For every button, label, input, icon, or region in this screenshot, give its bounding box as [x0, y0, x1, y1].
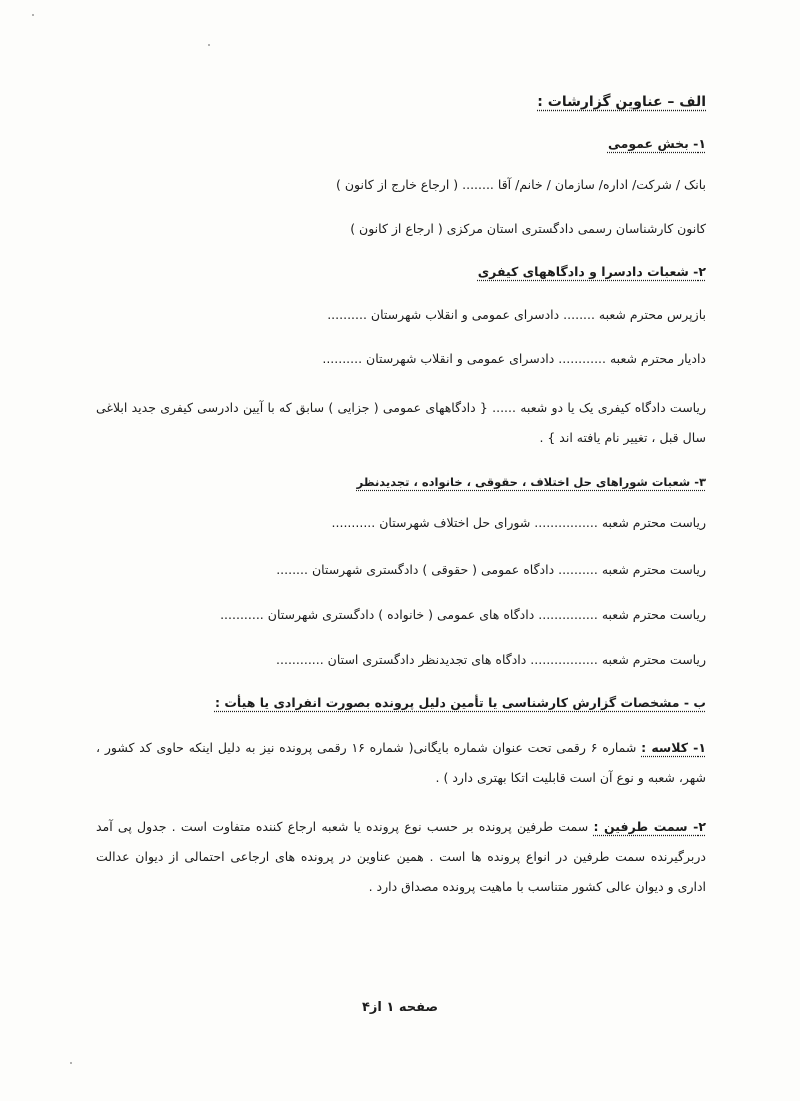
public-line-1: بانک / شرکت/ اداره/ سازمان / خانم/ آقا ........ ( ارجاع خارج از کانون )	[336, 177, 706, 192]
section-b-title: ب - مشخصات گزارش کارشناسی یا تأمین دلیل پرونده بصورت انفرادی یا هیأت :	[214, 695, 706, 710]
civil-section-heading: ۳- شعبات شوراهای حل اختلاف ، حقوقی ، خانواده ، تجدیدنظر	[356, 475, 706, 489]
public-line-2: کانون کارشناسان رسمی دادگستری استان مرکزی ( ارجاع از کانون )	[350, 221, 706, 236]
item-parties-role	[96, 812, 706, 902]
scan-speck	[208, 44, 210, 46]
criminal-section-heading: ۲- شعبات دادسرا و دادگاههای کیفری	[477, 264, 706, 279]
criminal-line-3: ریاست دادگاه کیفری یک یا دو شعبه ...... { دادگاههای عمومی ( جزایی ) سابق که با آیین دادرسی کیفری جدید ابلاغی سال قبل ، تغییر نام یافته اند } .	[96, 400, 706, 445]
scan-speck	[32, 14, 34, 16]
item-parties-role-text: سمت طرفین پرونده بر حسب نوع پرونده یا شعبه ارجاع کننده متفاوت است . جدول پی آمد دربرگیرنده سمت طرفین در انواع پرونده ها است . همین عناوین در پرونده های ارجاعی احتمالی از دیوان عدالت اداری و دیوان عالی کشور متناسب با ماهیت پرونده مصداق دارد .	[96, 819, 706, 894]
criminal-line-1: بازپرس محترم شعبه ........ دادسرای عمومی و انقلاب شهرستان ..........	[327, 307, 706, 322]
item-class-number-text: شماره ۶ رقمی تحت عنوان شماره بایگانی( شماره ۱۶ رقمی پرونده نیز به دلیل اینکه حاوی کد کشور ، شهر، شعبه و نوع آن است قابلیت اتکا بهتری دارد ) .	[96, 740, 706, 785]
section-a-title: الف – عناوین گزارشات :	[537, 94, 706, 110]
criminal-line-2: دادیار محترم شعبه ............ دادسرای عمومی و انقلاب شهرستان ..........	[322, 351, 706, 366]
item-parties-role-term: ۲- سمت طرفین :	[593, 819, 707, 834]
item-class-number	[96, 733, 706, 793]
civil-line-1: ریاست محترم شعبه ................ شورای حل اختلاف شهرستان ...........	[331, 515, 706, 530]
civil-line-2: ریاست محترم شعبه .......... دادگاه عمومی ( حقوقی ) دادگستری شهرستان ........	[276, 562, 706, 577]
page-number: صفحه ۱ از۴	[361, 1000, 439, 1015]
public-section-heading: ۱- بخش عمومی	[607, 136, 706, 151]
item-class-number-term: ۱- کلاسه :	[641, 740, 706, 755]
scan-speck	[70, 1062, 72, 1064]
civil-line-4: ریاست محترم شعبه ................. دادگاه های تجدیدنظر دادگستری استان ............	[276, 652, 706, 667]
civil-line-3: ریاست محترم شعبه ............... دادگاه های عمومی ( خانواده ) دادگستری شهرستان ...........	[220, 607, 706, 622]
